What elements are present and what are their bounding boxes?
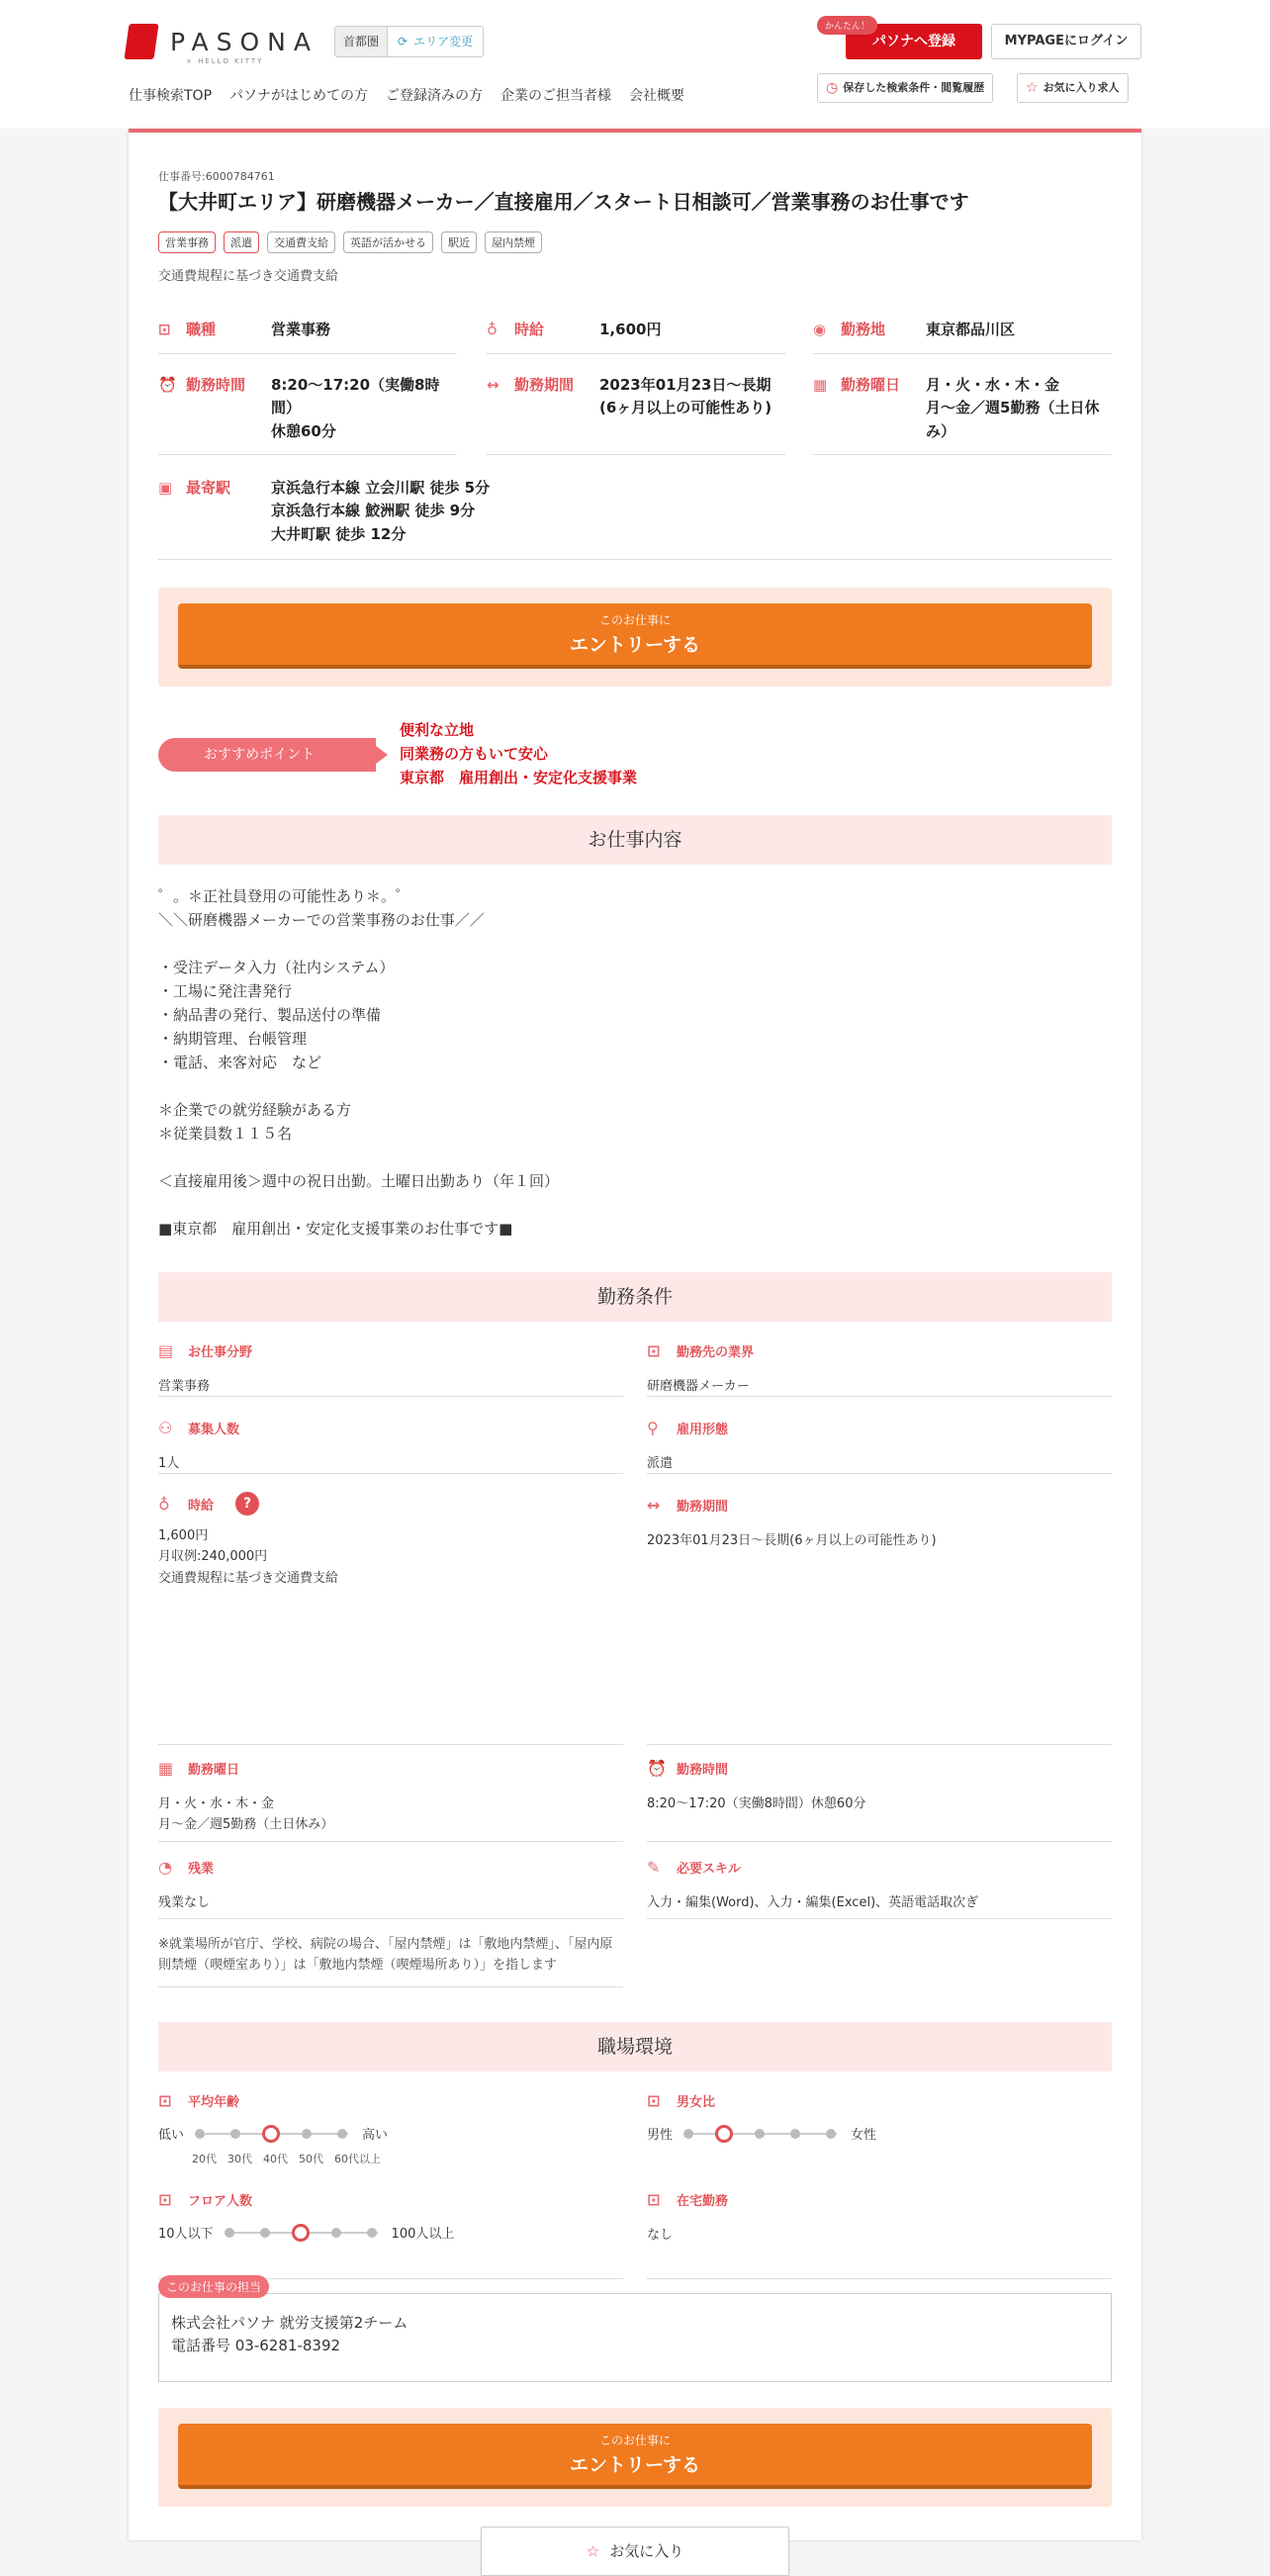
cond-wage-label: 時給 — [188, 1498, 215, 1514]
summary-hours-label: 勤務時間 — [186, 376, 246, 394]
favorite-button[interactable] — [481, 2527, 789, 2576]
recommend-label: おすすめポイント — [158, 738, 376, 772]
cond-industry — [647, 1341, 1112, 1397]
entry-button-subtext: このお仕事に — [598, 2434, 671, 2447]
cond-category — [158, 1341, 623, 1397]
scale-dot — [195, 2129, 205, 2139]
summary-type — [158, 315, 457, 354]
global-nav — [129, 85, 684, 105]
summary-days-value: 月・火・水・木・金 月〜金／週5勤務（土日休 み） — [926, 376, 1100, 440]
scale-dot — [302, 2129, 312, 2139]
favorite-jobs-button[interactable] — [1017, 73, 1129, 103]
cond-headcount-value: 1人 — [158, 1456, 180, 1471]
cond-wage-value: 1,600円 月収例:240,000円 交通費規程に基づき交通費支給 — [158, 1528, 339, 1586]
smoking-note: ※就業場所が官庁、学校、病院の場合、「屋内禁煙」は「敷地内禁煙」、「屋内原則禁煙（喫煙室あり）」は「敷地内禁煙（喫煙場所あり）」を指します — [158, 1935, 623, 1987]
scale-dot — [331, 2228, 341, 2238]
recommend-point: 東京都 雇用創出・安定化支援事業 — [400, 769, 638, 786]
nav-company[interactable]: 会社概要 — [629, 88, 685, 104]
description-line: ・納品書の発行、製品送付の準備 — [158, 1006, 382, 1024]
history-icon: ◷ — [826, 80, 839, 96]
scale-dot — [755, 2129, 765, 2139]
env-age — [158, 2091, 623, 2170]
description-line: ・電話、来客対応 など — [158, 1054, 322, 1071]
nav-corporate[interactable]: 企業のご担当者様 — [500, 88, 612, 104]
job-title: 【大井町エリア】研磨機器メーカー／直接雇用／スタート日相談可／営業事務のお仕事です — [158, 190, 969, 214]
favorite-label: お気に入り — [609, 2542, 684, 2560]
job-detail-card — [129, 129, 1141, 2560]
cond-hours-value: 8:20〜17:20（実働8時間）休憩60分 — [647, 1796, 866, 1811]
age-ticks — [158, 2151, 623, 2170]
briefcase-icon: ⊡ — [158, 2190, 172, 2209]
arrow-both-icon: ↔ — [487, 375, 499, 394]
location-pin-icon: ◉ — [813, 320, 827, 338]
entry-button-subtext: このお仕事に — [598, 613, 671, 627]
env-gender-label: 男女比 — [677, 2095, 716, 2110]
area-pref: 首都圏 — [335, 27, 388, 56]
summary-location — [813, 315, 1112, 354]
cond-employment-value: 派遣 — [647, 1456, 674, 1471]
summary-period — [487, 370, 785, 455]
transport-note: 交通費規程に基づき交通費支給 — [158, 269, 339, 284]
summary-type-label: 職種 — [186, 321, 217, 338]
summary-days — [813, 370, 1112, 455]
summary-location-label: 勤務地 — [841, 321, 886, 338]
description-line: ゜。＊正社員登用の可能性あり＊。゜ — [158, 887, 411, 905]
env-gender — [647, 2091, 1112, 2170]
entry-panel — [158, 588, 1112, 687]
cond-period-value: 2023年01月23日〜長期(6ヶ月以上の可能性あり) — [647, 1533, 937, 1548]
cond-days — [158, 1759, 623, 1842]
site-header — [0, 0, 1270, 129]
area-selector — [334, 26, 484, 57]
summary-period-value: 2023年01月23日〜長期 (6ヶ月以上の可能性あり) — [599, 376, 772, 417]
description-line: ・受注データ入力（社内システム） — [158, 959, 395, 976]
scale-dot — [337, 2129, 347, 2139]
book-icon: ▤ — [158, 1341, 174, 1360]
person-icon: ⚲ — [647, 1419, 659, 1437]
scale-dot — [260, 2228, 270, 2238]
description-line: ＼＼研磨機器メーカーでの営業事務のお仕事／／ — [158, 911, 485, 929]
cond-period — [647, 1496, 1112, 1745]
briefcase-icon: ⊡ — [647, 1341, 661, 1360]
scale-dot — [826, 2129, 836, 2139]
scale-dot — [230, 2129, 240, 2139]
scale-dot — [262, 2125, 280, 2143]
section-environment: 職場環境 — [158, 2022, 1112, 2071]
calendar-icon: ▦ — [813, 375, 828, 394]
floor-scale-high: 100人以上 — [391, 2227, 455, 2242]
description-line: ・工場に発注書発行 — [158, 982, 293, 1000]
cond-days-value: 月・火・水・木・金 月〜金／週5勤務（土日休み） — [158, 1796, 334, 1833]
tag: 交通費支給 — [267, 231, 335, 253]
cond-skills-label: 必要スキル — [677, 1862, 741, 1877]
env-floor-label: フロア人数 — [188, 2194, 253, 2209]
alarm-clock-icon: ⏰ — [158, 375, 177, 394]
gender-scale-high: 女性 — [851, 2128, 877, 2143]
cond-category-value: 営業事務 — [158, 1379, 211, 1394]
cond-headcount-label: 募集人数 — [188, 1423, 240, 1437]
contact-badge: このお仕事の担当 — [158, 2275, 269, 2298]
briefcase-icon: ⊡ — [158, 320, 171, 338]
train-icon: ▣ — [158, 478, 173, 497]
age-tick: 20代 — [192, 2153, 217, 2165]
env-age-label: 平均年齢 — [188, 2095, 240, 2110]
favorite-jobs-label: お気に入り求人 — [1043, 81, 1120, 94]
nav-job-search-top[interactable]: 仕事検索TOP — [129, 88, 213, 104]
tag: 屋内禁煙 — [485, 231, 542, 253]
saved-search-button[interactable] — [817, 73, 993, 103]
refresh-icon: ⟳ — [398, 35, 408, 48]
tag: 営業事務 — [158, 231, 216, 253]
entry-button[interactable] — [178, 603, 1092, 669]
description-line: ＜直接雇用後＞週中の祝日出勤。土曜日出勤あり（年１回） — [158, 1172, 560, 1190]
age-scale-low: 低い — [158, 2128, 185, 2143]
briefcase-icon: ⊡ — [158, 2091, 172, 2110]
floor-scale — [222, 2225, 384, 2241]
briefcase-icon: ⊡ — [647, 2091, 661, 2110]
summary-days-label: 勤務曜日 — [841, 376, 901, 394]
wage-help-icon[interactable]: ? — [235, 1492, 259, 1516]
entry-button-label: エントリーする — [569, 634, 701, 656]
recommend-point: 同業務の方もいて安心 — [400, 745, 549, 763]
description-line: ＊従業員数１１５名 — [158, 1125, 293, 1143]
age-tick: 40代 — [263, 2153, 288, 2165]
gender-scale-low: 男性 — [647, 2128, 674, 2143]
area-change-label: エリア変更 — [413, 35, 474, 48]
description-line: ・納期管理、台帳管理 — [158, 1030, 308, 1048]
gender-scale — [680, 2126, 843, 2142]
age-tick: 60代以上 — [334, 2153, 381, 2165]
section-conditions: 勤務条件 — [158, 1272, 1112, 1322]
scale-dot — [225, 2228, 234, 2238]
cond-category-label: お仕事分野 — [188, 1345, 253, 1360]
cond-hours — [647, 1759, 1112, 1842]
saved-search-label: 保存した検索条件・閲覧履歴 — [843, 81, 985, 94]
arrow-both-icon: ↔ — [647, 1496, 661, 1515]
recommend-point: 便利な立地 — [400, 721, 475, 739]
tag: 英語が活かせる — [343, 231, 433, 253]
briefcase-icon: ⊡ — [647, 2190, 661, 2209]
description-line: ＊企業での就労経験がある方 — [158, 1101, 352, 1119]
register-button[interactable]: パソナへ登録 — [846, 24, 982, 59]
scale-dot — [683, 2129, 693, 2139]
money-bag-icon: ♁ — [487, 320, 498, 338]
nav-registered[interactable]: ご登録済みの方 — [386, 88, 484, 104]
timer-icon: ◔ — [158, 1858, 172, 1877]
job-description — [158, 884, 1112, 1241]
logo-mark-icon — [124, 24, 158, 59]
summary-hours — [158, 370, 457, 455]
pasona-logo[interactable] — [127, 24, 318, 65]
age-tick: 50代 — [299, 2153, 323, 2165]
scale-dot — [790, 2129, 800, 2139]
nav-first-time[interactable]: パソナがはじめての方 — [229, 88, 369, 104]
cond-overtime — [158, 1858, 623, 1919]
money-bag-icon: ♁ — [158, 1494, 170, 1514]
cond-hours-label: 勤務時間 — [677, 1763, 729, 1778]
env-floor — [158, 2190, 623, 2279]
contact-box — [158, 2293, 1112, 2382]
mypage-login-button[interactable]: MYPAGEにログイン — [991, 24, 1141, 59]
star-icon: ☆ — [586, 2542, 600, 2560]
age-scale — [192, 2126, 354, 2142]
summary-hours-value: 8:20〜17:20（実働8時間） 休憩60分 — [271, 376, 440, 440]
register-badge: かんたん！ — [817, 16, 877, 35]
contact-phone: 電話番号 03-6281-8392 — [171, 2337, 341, 2355]
cond-overtime-value: 残業なし — [158, 1895, 211, 1910]
logo-subtext: × HELLO KITTY — [186, 57, 264, 65]
cond-employment — [647, 1419, 1112, 1474]
entry-button-label: エントリーする — [569, 2454, 701, 2476]
tag: 派遣 — [224, 231, 259, 253]
summary-station — [158, 473, 1112, 560]
entry-button-bottom[interactable] — [178, 2424, 1092, 2489]
tag: 駅近 — [441, 231, 477, 253]
people-icon: ⚇ — [158, 1419, 173, 1437]
calendar-icon: ▦ — [158, 1759, 174, 1778]
star-icon: ☆ — [1026, 80, 1039, 96]
cond-headcount — [158, 1419, 623, 1474]
alarm-clock-icon: ⏰ — [647, 1759, 667, 1778]
pencil-icon: ✎ — [647, 1858, 661, 1877]
recommend-points — [400, 718, 637, 789]
cond-days-label: 勤務曜日 — [188, 1763, 240, 1778]
summary-wage — [487, 315, 785, 354]
description-line: ■東京都 雇用創出・安定化支援事業のお仕事です■ — [158, 1220, 513, 1238]
scale-dot — [715, 2125, 733, 2143]
summary-location-value: 東京都品川区 — [926, 321, 1016, 338]
cond-skills — [647, 1858, 1112, 1919]
age-scale-high: 高い — [362, 2128, 389, 2143]
job-number: 仕事番号:6000784761 — [158, 170, 275, 183]
entry-panel-bottom — [158, 2408, 1112, 2507]
scale-dot — [292, 2224, 310, 2242]
floor-scale-low: 10人以下 — [158, 2227, 214, 2242]
cond-industry-value: 研磨機器メーカー — [647, 1379, 750, 1394]
summary-type-value: 営業事務 — [271, 321, 331, 338]
job-tags — [158, 231, 1112, 253]
summary-station-label: 最寄駅 — [186, 479, 231, 497]
summary-wage-value: 1,600円 — [599, 321, 662, 338]
contact-company: 株式会社パソナ 就労支援第2チーム — [171, 2314, 408, 2332]
cond-employment-label: 雇用形態 — [677, 1423, 729, 1437]
summary-station-value: 京浜急行本線 立会川駅 徒歩 5分 京浜急行本線 鮫洲駅 徒歩 9分 大井町駅 徒歩 12分 — [271, 479, 491, 543]
summary-period-label: 勤務期間 — [514, 376, 575, 394]
area-change-button[interactable] — [388, 27, 483, 56]
scale-dot — [367, 2228, 377, 2238]
env-remote-label: 在宅勤務 — [677, 2194, 729, 2209]
env-remote — [647, 2190, 1112, 2279]
section-job-content: お仕事内容 — [158, 815, 1112, 865]
cond-period-label: 勤務期間 — [677, 1500, 729, 1515]
cond-wage — [158, 1492, 623, 1745]
cond-overtime-label: 残業 — [188, 1862, 215, 1877]
cond-skills-value: 入力・編集(Word)、入力・編集(Excel)、英語電話取次ぎ — [647, 1895, 979, 1910]
env-remote-value: なし — [647, 2228, 674, 2243]
cond-industry-label: 勤務先の業界 — [677, 1345, 755, 1360]
logo-text: PASONA — [170, 27, 318, 56]
summary-wage-label: 時給 — [514, 321, 545, 338]
age-tick: 30代 — [227, 2153, 252, 2165]
